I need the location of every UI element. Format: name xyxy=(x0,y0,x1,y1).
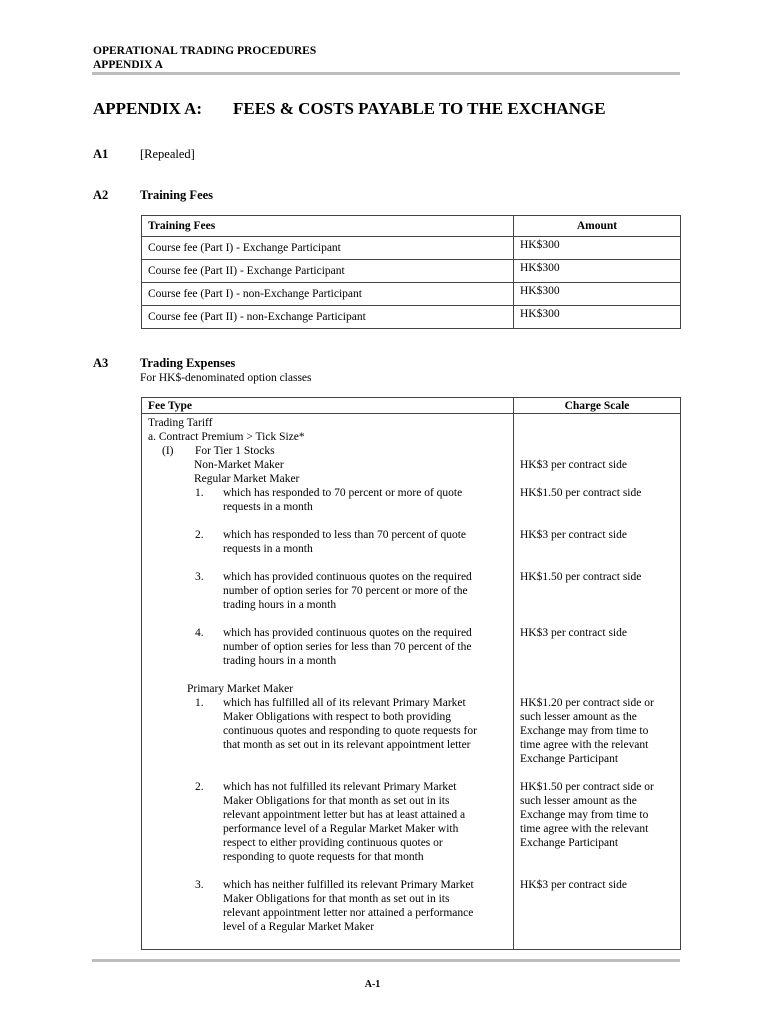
fee-label: Course fee (Part I) - Exchange Participant xyxy=(142,237,514,260)
title-text: FEES & COSTS PAYABLE TO THE EXCHANGE xyxy=(233,99,606,118)
fee-label: Course fee (Part I) - non-Exchange Participant xyxy=(142,283,514,306)
charge-text: HK$3 per contract side xyxy=(520,459,627,471)
trading-expenses-table xyxy=(141,397,681,950)
item-text: which has fulfilled all of its relevant Primary Market xyxy=(223,697,466,709)
item-text: respect to either providing continuous quotes or xyxy=(223,837,443,849)
trading-tariff-label: Trading Tariff xyxy=(148,417,213,429)
item-text: relevant appointment letter nor attained a performance xyxy=(223,907,474,919)
item-text: Maker Obligations for that month as set out in its xyxy=(223,795,450,807)
charge-text: Exchange may from time to xyxy=(520,809,649,821)
fee-amount: HK$300 xyxy=(514,283,681,306)
item-text: requests in a month xyxy=(223,501,313,513)
title-label: APPENDIX A: xyxy=(93,99,203,118)
item-text: responding to quote requests for that month xyxy=(223,851,424,863)
table-row xyxy=(142,260,681,283)
charge-text: such lesser amount as the xyxy=(520,795,637,807)
running-header xyxy=(93,44,316,72)
item-text: number of option series for 70 percent or more of the xyxy=(223,585,468,597)
item-text: that month as set out in its relevant appointment letter xyxy=(223,739,471,751)
table-row xyxy=(142,414,681,950)
charge-text: HK$1.50 per contract side xyxy=(520,487,642,499)
item-text: which has provided continuous quotes on the required xyxy=(223,627,472,639)
section-subheading-a3: For HK$-denominated option classes xyxy=(140,372,312,384)
page-title xyxy=(93,99,606,119)
table-row xyxy=(142,283,681,306)
charge-text: time agree with the relevant xyxy=(520,739,649,751)
item-text: which has neither fulfilled its relevant Primary Market xyxy=(223,879,474,891)
section-heading-a2: Training Fees xyxy=(140,188,214,202)
primary-market-maker-label: Primary Market Maker xyxy=(187,683,294,695)
item-text: performance level of a Regular Market Maker with xyxy=(223,823,459,835)
fee-type-cell xyxy=(142,414,514,950)
charge-text: Exchange may from time to xyxy=(520,725,649,737)
column-header-amount: Amount xyxy=(514,216,681,237)
item-text: Maker Obligations for that month as set out in its xyxy=(223,893,450,905)
charge-text: such lesser amount as the xyxy=(520,711,637,723)
tier-label: For Tier 1 Stocks xyxy=(195,445,275,457)
section-heading-a3: Trading Expenses xyxy=(140,356,236,370)
contract-premium-label: a. Contract Premium > Tick Size* xyxy=(148,431,305,443)
item-text: relevant appointment letter but has at least attained a xyxy=(223,809,466,821)
item-text: requests in a month xyxy=(223,543,313,555)
fee-amount: HK$300 xyxy=(514,260,681,283)
section-number-a3: A3 xyxy=(93,356,109,370)
item-text: number of option series for less than 70 percent of the xyxy=(223,641,472,653)
table-header-row xyxy=(142,216,681,237)
column-header-training-fees: Training Fees xyxy=(142,216,514,237)
column-header-charge-scale: Charge Scale xyxy=(514,398,681,414)
fee-label: Course fee (Part II) - non-Exchange Participant xyxy=(142,306,514,329)
charge-scale-cell xyxy=(514,414,681,950)
non-market-maker-label: Non-Market Maker xyxy=(194,459,284,471)
charge-text: time agree with the relevant xyxy=(520,823,649,835)
item-number: 3. xyxy=(195,571,204,583)
page-number: A-1 xyxy=(364,979,381,990)
item-text: Maker Obligations with respect to both providing xyxy=(223,711,452,723)
training-fees-table xyxy=(141,215,681,329)
table-row xyxy=(142,237,681,260)
charge-text: Exchange Participant xyxy=(520,753,619,765)
charge-text: HK$1.20 per contract side or xyxy=(520,697,654,709)
header-title: OPERATIONAL TRADING PROCEDURES xyxy=(93,45,317,57)
fee-amount: HK$300 xyxy=(514,306,681,329)
item-text: level of a Regular Market Maker xyxy=(223,921,375,933)
charge-text: HK$3 per contract side xyxy=(520,529,627,541)
charge-text: HK$3 per contract side xyxy=(520,879,627,891)
fee-label: Course fee (Part II) - Exchange Participant xyxy=(142,260,514,283)
item-number: 2. xyxy=(195,781,204,793)
charge-text: Exchange Participant xyxy=(520,837,619,849)
item-text: which has responded to less than 70 percent of quote xyxy=(223,529,467,541)
table-row xyxy=(142,306,681,329)
item-number: 3. xyxy=(195,879,204,891)
item-text: which has responded to 70 percent or more of quote xyxy=(223,487,463,499)
charge-text: HK$1.50 per contract side xyxy=(520,571,642,583)
section-number-a1: A1 xyxy=(93,147,109,161)
item-number: 1. xyxy=(195,697,204,709)
item-text: trading hours in a month xyxy=(223,655,337,667)
item-text: which has not fulfilled its relevant Primary Market xyxy=(223,781,457,793)
charge-text: HK$1.50 per contract side or xyxy=(520,781,654,793)
header-subtitle: APPENDIX A xyxy=(93,59,163,71)
charge-text: HK$3 per contract side xyxy=(520,627,627,639)
section-text-a1: [Repealed] xyxy=(140,147,195,161)
column-header-fee-type: Fee Type xyxy=(142,398,514,414)
item-text: continuous quotes and responding to quote requests for xyxy=(223,725,477,737)
footer-rule xyxy=(92,959,680,962)
header-rule xyxy=(92,72,680,75)
item-text: trading hours in a month xyxy=(223,599,337,611)
item-text: which has provided continuous quotes on the required xyxy=(223,571,472,583)
table-header-row xyxy=(142,398,681,414)
item-number: 4. xyxy=(195,627,204,639)
item-number: 1. xyxy=(195,487,204,499)
item-number: 2. xyxy=(195,529,204,541)
fee-amount: HK$300 xyxy=(514,237,681,260)
section-number-a2: A2 xyxy=(93,188,109,202)
tier-number: (I) xyxy=(162,445,174,457)
regular-market-maker-label: Regular Market Maker xyxy=(194,473,300,485)
